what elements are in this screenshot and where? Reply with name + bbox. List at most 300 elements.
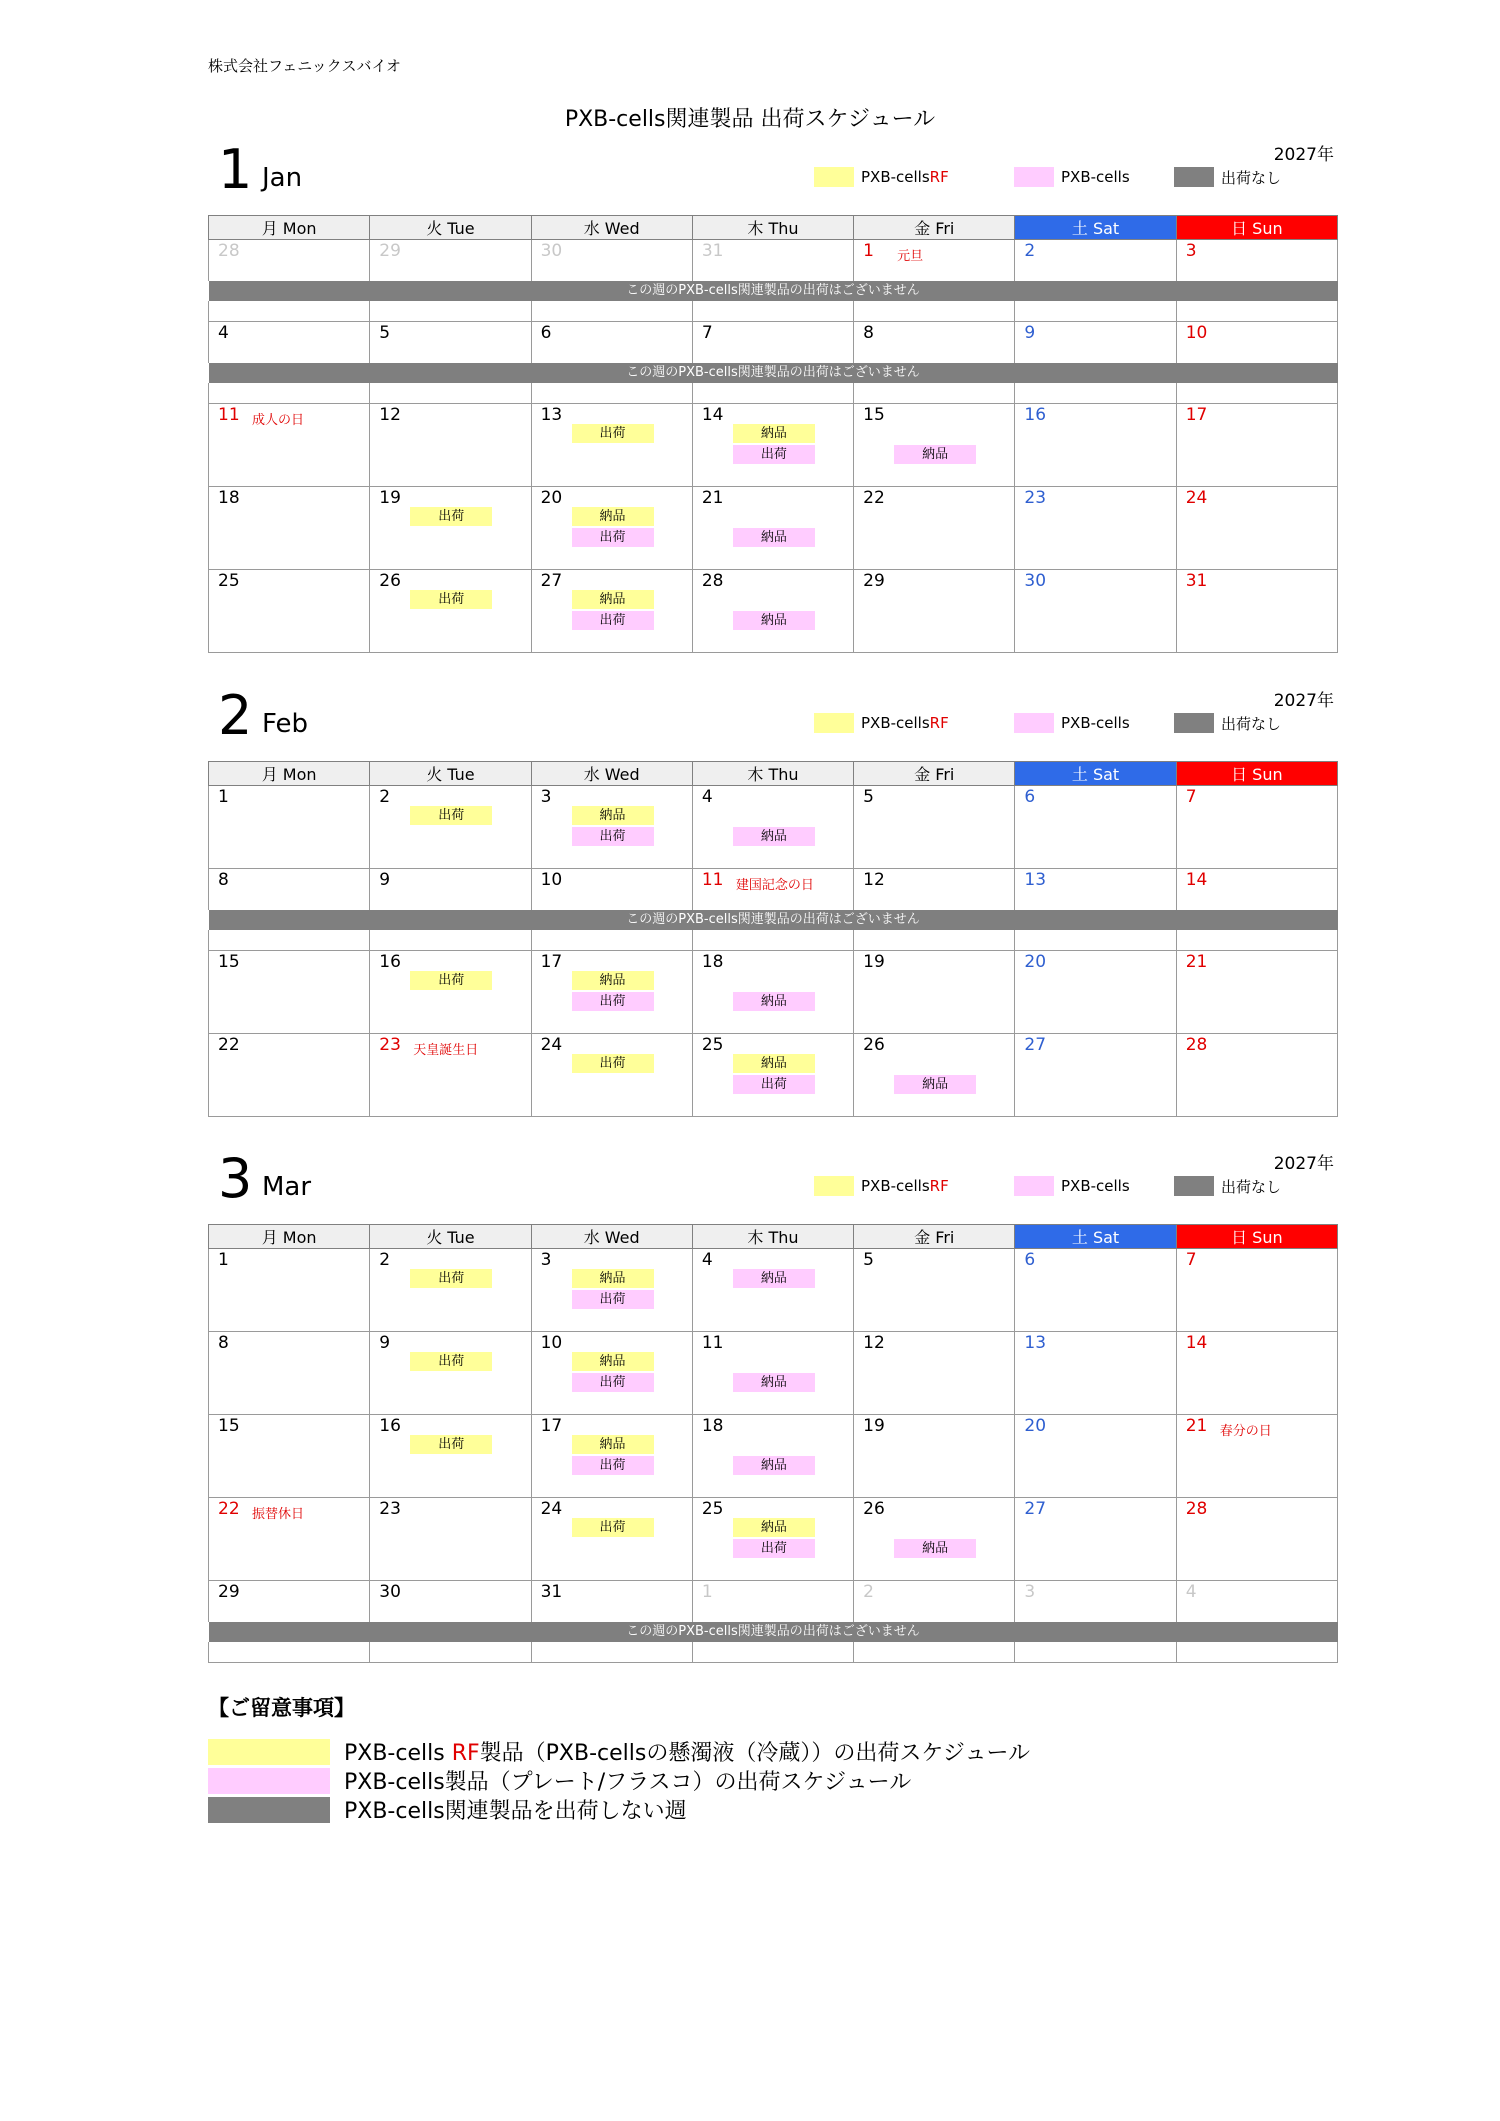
spacer-cell: [531, 383, 692, 404]
schedule-badges: [572, 1352, 654, 1394]
rf-schedule-badge: 出荷: [572, 1518, 654, 1537]
month-header: [208, 140, 1338, 215]
day-number: 25: [701, 1035, 724, 1055]
day-cell: [1176, 1498, 1337, 1581]
day-number: 26: [863, 1499, 885, 1519]
day-number: 2: [1024, 241, 1036, 261]
day-number: 19: [863, 952, 885, 972]
spacer-cell: [1176, 930, 1337, 951]
day-cell: [370, 1415, 531, 1498]
note-text: PXB-cells関連製品を出荷しない週: [344, 1799, 687, 1824]
day-number: 5: [863, 787, 874, 807]
day-cell: [854, 869, 1015, 911]
week-row: [209, 786, 1338, 869]
day-cell: [854, 1034, 1015, 1117]
day-number: 4: [701, 787, 713, 807]
day-number: 9: [379, 870, 391, 890]
spacer-row: [209, 930, 1338, 951]
spacer-cell: [531, 301, 692, 322]
weekday-header: 日 Sun: [1176, 1225, 1337, 1249]
day-cell: [209, 404, 370, 487]
weekday-header: 日 Sun: [1176, 762, 1337, 786]
day-number: 6: [1024, 1250, 1036, 1270]
spacer-cell: [692, 1642, 853, 1663]
day-number: 23: [1024, 488, 1047, 508]
weekday-header: 月 Mon: [209, 1225, 370, 1249]
day-number: 24: [540, 1035, 563, 1055]
day-number: 14: [1185, 1333, 1208, 1353]
rf-schedule-badge: 納品: [572, 1435, 654, 1454]
day-cell: [692, 487, 853, 570]
day-number: 3: [1185, 241, 1197, 261]
day-number: 2: [863, 1582, 874, 1602]
spacer-cell: [209, 1642, 370, 1663]
day-number: 2: [379, 787, 391, 807]
week-row: [209, 570, 1338, 653]
legend-label: PXB-cells: [861, 168, 930, 186]
holiday-label: 成人の日: [252, 413, 305, 428]
holiday-label: 振替休日: [252, 1507, 305, 1522]
spacer-cell: [692, 301, 853, 322]
day-cell: [370, 1581, 531, 1623]
day-number: 10: [540, 870, 563, 890]
spacer-cell: [1015, 930, 1176, 951]
day-cell: [1015, 1498, 1176, 1581]
legend-label: 出荷なし: [1221, 168, 1282, 187]
pink-swatch: [1014, 167, 1054, 187]
day-cell: [1015, 404, 1176, 487]
schedule-badges: [572, 1518, 654, 1539]
schedule-badges: [733, 1269, 815, 1290]
no-shipment-notice: この週のPXB-cells関連製品の出荷はございません: [209, 281, 1338, 301]
day-number: 26: [379, 571, 401, 591]
weekday-header-row: [209, 762, 1338, 786]
day-cell: [692, 1581, 853, 1623]
day-cell: [531, 1415, 692, 1498]
day-number: 22: [863, 488, 885, 508]
day-cell: [1015, 869, 1176, 911]
spacer-cell: [209, 930, 370, 951]
schedule-badges: [894, 1518, 976, 1560]
month-name: Mar: [262, 1172, 312, 1202]
spacer-cell: [370, 1642, 531, 1663]
schedule-badges: [410, 971, 492, 992]
day-number: 30: [540, 241, 563, 261]
day-number: 13: [1024, 870, 1047, 890]
day-number: 12: [379, 405, 401, 425]
schedule-badges: [572, 424, 654, 445]
weekday-header: 金 Fri: [854, 1225, 1015, 1249]
day-number: 30: [1024, 571, 1047, 591]
day-cell: [692, 1415, 853, 1498]
day-cell: [209, 1034, 370, 1117]
holiday-label: 春分の日: [1219, 1424, 1272, 1439]
schedule-badges: [410, 1352, 492, 1373]
day-cell: [370, 1034, 531, 1117]
day-cell: [692, 786, 853, 869]
week-row: [209, 1249, 1338, 1332]
day-cell: [854, 1581, 1015, 1623]
day-number: 27: [1024, 1035, 1047, 1055]
day-cell: [854, 240, 1015, 282]
holiday-label: 天皇誕生日: [413, 1043, 479, 1058]
day-cell: [854, 1415, 1015, 1498]
day-number: 12: [863, 1333, 885, 1353]
legend-label: PXB-cells: [861, 1177, 930, 1195]
legend-item-rf: [814, 1175, 949, 1197]
day-number: 4: [218, 323, 229, 343]
day-number: 18: [701, 952, 724, 972]
weekday-header-row: [209, 1225, 1338, 1249]
day-cell: [209, 570, 370, 653]
day-cell: [692, 322, 853, 364]
month-header: [208, 1149, 1338, 1224]
no-shipment-row: [209, 281, 1338, 301]
month-block-mar: [208, 1149, 1338, 1663]
weekday-header-row: [209, 216, 1338, 240]
no-shipment-row: [209, 363, 1338, 383]
week-row: [209, 1498, 1338, 1581]
note-text: PXB-cells RF製品（PXB-cellsの懸濁液（冷蔵））の出荷スケジュール: [344, 1741, 1031, 1766]
week-row: [209, 240, 1338, 282]
day-cell: [370, 1332, 531, 1415]
pxb-schedule-badge: 出荷: [572, 611, 654, 630]
day-cell: [531, 1332, 692, 1415]
day-cell: [370, 570, 531, 653]
day-cell: [209, 1415, 370, 1498]
pxb-schedule-badge: 出荷: [733, 1539, 815, 1558]
weekday-header: 水 Wed: [531, 1225, 692, 1249]
legend-item-rf: [814, 166, 949, 188]
pxb-schedule-badge: 出荷: [733, 445, 815, 464]
day-number: 31: [701, 241, 724, 261]
legend-item-pxb: [1014, 1175, 1130, 1197]
day-cell: [692, 1249, 853, 1332]
company-name: 株式会社フェニックスバイオ: [208, 57, 402, 75]
legend-item-pxb: [1014, 712, 1130, 734]
schedule-badges: [733, 806, 815, 848]
week-row: [209, 1034, 1338, 1117]
schedule-badges: [733, 1352, 815, 1394]
weekday-header: 水 Wed: [531, 216, 692, 240]
day-number: 6: [1024, 787, 1036, 807]
weekday-header: 土 Sat: [1015, 1225, 1176, 1249]
day-number: 8: [218, 1333, 229, 1353]
day-cell: [370, 322, 531, 364]
day-cell: [1176, 869, 1337, 911]
day-number: 15: [218, 952, 240, 972]
spacer-cell: [854, 1642, 1015, 1663]
day-cell: [531, 869, 692, 911]
pxb-schedule-badge: 納品: [733, 1456, 815, 1475]
no-shipment-notice: この週のPXB-cells関連製品の出荷はございません: [209, 1622, 1338, 1642]
day-cell: [692, 1332, 853, 1415]
day-cell: [692, 570, 853, 653]
weekday-header: 金 Fri: [854, 216, 1015, 240]
calendar-table: [208, 1224, 1338, 1663]
day-number: 3: [1024, 1582, 1036, 1602]
rf-schedule-badge: 納品: [572, 806, 654, 825]
week-row: [209, 487, 1338, 570]
rf-schedule-badge: 納品: [733, 1054, 815, 1073]
legend-label: PXB-cells: [1061, 1177, 1130, 1195]
weekday-header: 木 Thu: [692, 762, 853, 786]
day-number: 14: [701, 405, 724, 425]
day-cell: [854, 404, 1015, 487]
day-number: 25: [701, 1499, 724, 1519]
month-name: Jan: [262, 163, 303, 193]
month-block-jan: [208, 140, 1338, 653]
legend: [814, 166, 1334, 188]
day-cell: [209, 1581, 370, 1623]
spacer-cell: [209, 301, 370, 322]
schedule-badges: [410, 1435, 492, 1456]
schedule-badges: [410, 507, 492, 528]
schedule-badges: [733, 971, 815, 1013]
day-cell: [854, 322, 1015, 364]
spacer-cell: [370, 301, 531, 322]
day-number: 1: [863, 241, 874, 261]
month-name: Feb: [262, 709, 309, 739]
day-cell: [692, 240, 853, 282]
day-number: 28: [701, 571, 724, 591]
day-cell: [854, 951, 1015, 1034]
legend-item-rf: [814, 712, 949, 734]
yellow-swatch: [814, 713, 854, 733]
day-number: 8: [863, 323, 874, 343]
day-number: 18: [218, 488, 240, 508]
day-number: 21: [701, 488, 724, 508]
day-number: 26: [863, 1035, 885, 1055]
day-cell: [370, 487, 531, 570]
day-cell: [1015, 1034, 1176, 1117]
month-block-feb: [208, 686, 1338, 1117]
pink-swatch: [1014, 1176, 1054, 1196]
pxb-schedule-badge: 納品: [733, 611, 815, 630]
holiday-label: 建国記念の日: [735, 878, 814, 893]
day-cell: [1176, 1332, 1337, 1415]
spacer-cell: [370, 930, 531, 951]
legend-label: 出荷なし: [1221, 714, 1282, 733]
day-number: 9: [1024, 323, 1036, 343]
day-cell: [1015, 1332, 1176, 1415]
spacer-cell: [1176, 301, 1337, 322]
day-number: 19: [863, 1416, 885, 1436]
day-number: 29: [863, 571, 885, 591]
day-cell: [1015, 322, 1176, 364]
week-row: [209, 869, 1338, 911]
legend-label-rf: RF: [929, 1177, 949, 1195]
rf-schedule-badge: 納品: [572, 1269, 654, 1288]
day-cell: [209, 1498, 370, 1581]
spacer-cell: [1015, 301, 1176, 322]
day-number: 15: [863, 405, 885, 425]
legend-label: PXB-cells: [1061, 168, 1130, 186]
schedule-badges: [572, 806, 654, 848]
day-cell: [1015, 240, 1176, 282]
day-number: 22: [218, 1035, 240, 1055]
notes-title: 【ご留意事項】: [208, 1696, 355, 1720]
day-number: 11: [701, 870, 724, 890]
day-number: 27: [1024, 1499, 1047, 1519]
gray-swatch: [1174, 713, 1214, 733]
day-cell: [854, 1249, 1015, 1332]
day-number: 3: [540, 787, 552, 807]
legend-label: 出荷なし: [1221, 1177, 1282, 1196]
no-shipment-notice: この週のPXB-cells関連製品の出荷はございません: [209, 910, 1338, 930]
spacer-cell: [1176, 1642, 1337, 1663]
note-text: PXB-cells製品（プレート/フラスコ）の出荷スケジュール: [344, 1770, 912, 1795]
schedule-badges: [572, 1435, 654, 1477]
legend: [814, 712, 1334, 734]
day-number: 2: [379, 1250, 391, 1270]
day-number: 25: [218, 571, 240, 591]
schedule-badges: [572, 590, 654, 632]
pxb-schedule-badge: 出荷: [572, 827, 654, 846]
weekday-header: 日 Sun: [1176, 216, 1337, 240]
legend-label: PXB-cells: [1061, 714, 1130, 732]
day-number: 16: [1024, 405, 1047, 425]
day-cell: [531, 322, 692, 364]
spacer-cell: [209, 383, 370, 404]
rf-schedule-badge: 出荷: [410, 971, 492, 990]
year-label: 2027年: [1273, 1154, 1334, 1174]
spacer-cell: [370, 383, 531, 404]
pink-swatch: [208, 1768, 330, 1794]
pxb-schedule-badge: 出荷: [572, 1373, 654, 1392]
day-number: 29: [379, 241, 401, 261]
note-row-none: [208, 1795, 1108, 1824]
spacer-cell: [692, 930, 853, 951]
day-cell: [531, 786, 692, 869]
no-shipment-row: [209, 910, 1338, 930]
day-number: 3: [540, 1250, 552, 1270]
day-cell: [692, 1034, 853, 1117]
week-row: [209, 322, 1338, 364]
week-row: [209, 1581, 1338, 1623]
weekday-header: 金 Fri: [854, 762, 1015, 786]
day-number: 7: [1185, 1250, 1197, 1270]
schedule-badges: [410, 806, 492, 827]
day-number: 11: [218, 405, 240, 425]
day-cell: [531, 487, 692, 570]
weekday-header: 月 Mon: [209, 762, 370, 786]
spacer-cell: [531, 1642, 692, 1663]
day-cell: [209, 951, 370, 1034]
day-cell: [1015, 1415, 1176, 1498]
year-label: 2027年: [1273, 145, 1334, 165]
pxb-schedule-badge: 納品: [733, 528, 815, 547]
day-cell: [531, 1581, 692, 1623]
day-cell: [531, 1034, 692, 1117]
legend-label: PXB-cells: [861, 714, 930, 732]
schedule-badges: [572, 507, 654, 549]
day-cell: [209, 786, 370, 869]
weekday-header: 月 Mon: [209, 216, 370, 240]
rf-schedule-badge: 出荷: [410, 1435, 492, 1454]
day-cell: [209, 1332, 370, 1415]
weekday-header: 土 Sat: [1015, 762, 1176, 786]
spacer-row: [209, 1642, 1338, 1663]
schedule-badges: [733, 1435, 815, 1477]
spacer-cell: [531, 930, 692, 951]
day-number: 14: [1185, 870, 1208, 890]
schedule-badges: [733, 590, 815, 632]
day-cell: [531, 951, 692, 1034]
day-number: 27: [540, 571, 563, 591]
rf-schedule-badge: 出荷: [410, 507, 492, 526]
day-number: 31: [1185, 571, 1208, 591]
day-number: 24: [540, 1499, 563, 1519]
yellow-swatch: [208, 1739, 330, 1765]
day-cell: [209, 322, 370, 364]
day-number: 19: [379, 488, 401, 508]
day-cell: [531, 1498, 692, 1581]
day-number: 17: [540, 1416, 563, 1436]
day-number: 23: [379, 1035, 401, 1055]
day-cell: [1176, 1034, 1337, 1117]
day-number: 12: [863, 870, 885, 890]
day-cell: [1176, 1415, 1337, 1498]
day-cell: [1015, 1249, 1176, 1332]
weekday-header: 火 Tue: [370, 216, 531, 240]
pink-swatch: [1014, 713, 1054, 733]
day-number: 17: [1185, 405, 1208, 425]
rf-schedule-badge: 出荷: [572, 1054, 654, 1073]
document-title: PXB-cells関連製品 出荷スケジュール: [564, 107, 936, 132]
pxb-schedule-badge: 出荷: [733, 1075, 815, 1094]
schedule-badges: [733, 507, 815, 549]
day-number: 15: [218, 1416, 240, 1436]
day-cell: [1176, 487, 1337, 570]
no-shipment-row: [209, 1622, 1338, 1642]
day-cell: [531, 1249, 692, 1332]
spacer-cell: [1015, 1642, 1176, 1663]
legend-item-none: [1174, 166, 1281, 188]
schedule-badges: [572, 971, 654, 1013]
day-number: 28: [218, 241, 240, 261]
day-cell: [370, 1498, 531, 1581]
day-cell: [370, 786, 531, 869]
day-cell: [1176, 404, 1337, 487]
rf-schedule-badge: 納品: [572, 590, 654, 609]
holiday-label: 元旦: [897, 249, 924, 264]
weekday-header: 水 Wed: [531, 762, 692, 786]
day-number: 6: [540, 323, 552, 343]
day-cell: [692, 404, 853, 487]
day-cell: [1015, 951, 1176, 1034]
legend-item-pxb: [1014, 166, 1130, 188]
day-cell: [531, 240, 692, 282]
no-shipment-notice: この週のPXB-cells関連製品の出荷はございません: [209, 363, 1338, 383]
day-cell: [854, 1332, 1015, 1415]
day-number: 20: [540, 488, 563, 508]
rf-schedule-badge: 納品: [733, 1518, 815, 1537]
day-number: 4: [701, 1250, 713, 1270]
pxb-schedule-badge: 納品: [894, 1075, 976, 1094]
rf-schedule-badge: 納品: [572, 1352, 654, 1371]
day-cell: [854, 1498, 1015, 1581]
day-number: 9: [379, 1333, 391, 1353]
schedule-badges: [410, 1269, 492, 1290]
schedule-badges: [572, 1269, 654, 1311]
day-cell: [531, 570, 692, 653]
note-row-rf: [208, 1737, 1108, 1766]
day-number: 30: [379, 1582, 401, 1602]
day-number: 18: [701, 1416, 724, 1436]
day-cell: [1015, 1581, 1176, 1623]
pxb-schedule-badge: 納品: [733, 992, 815, 1011]
